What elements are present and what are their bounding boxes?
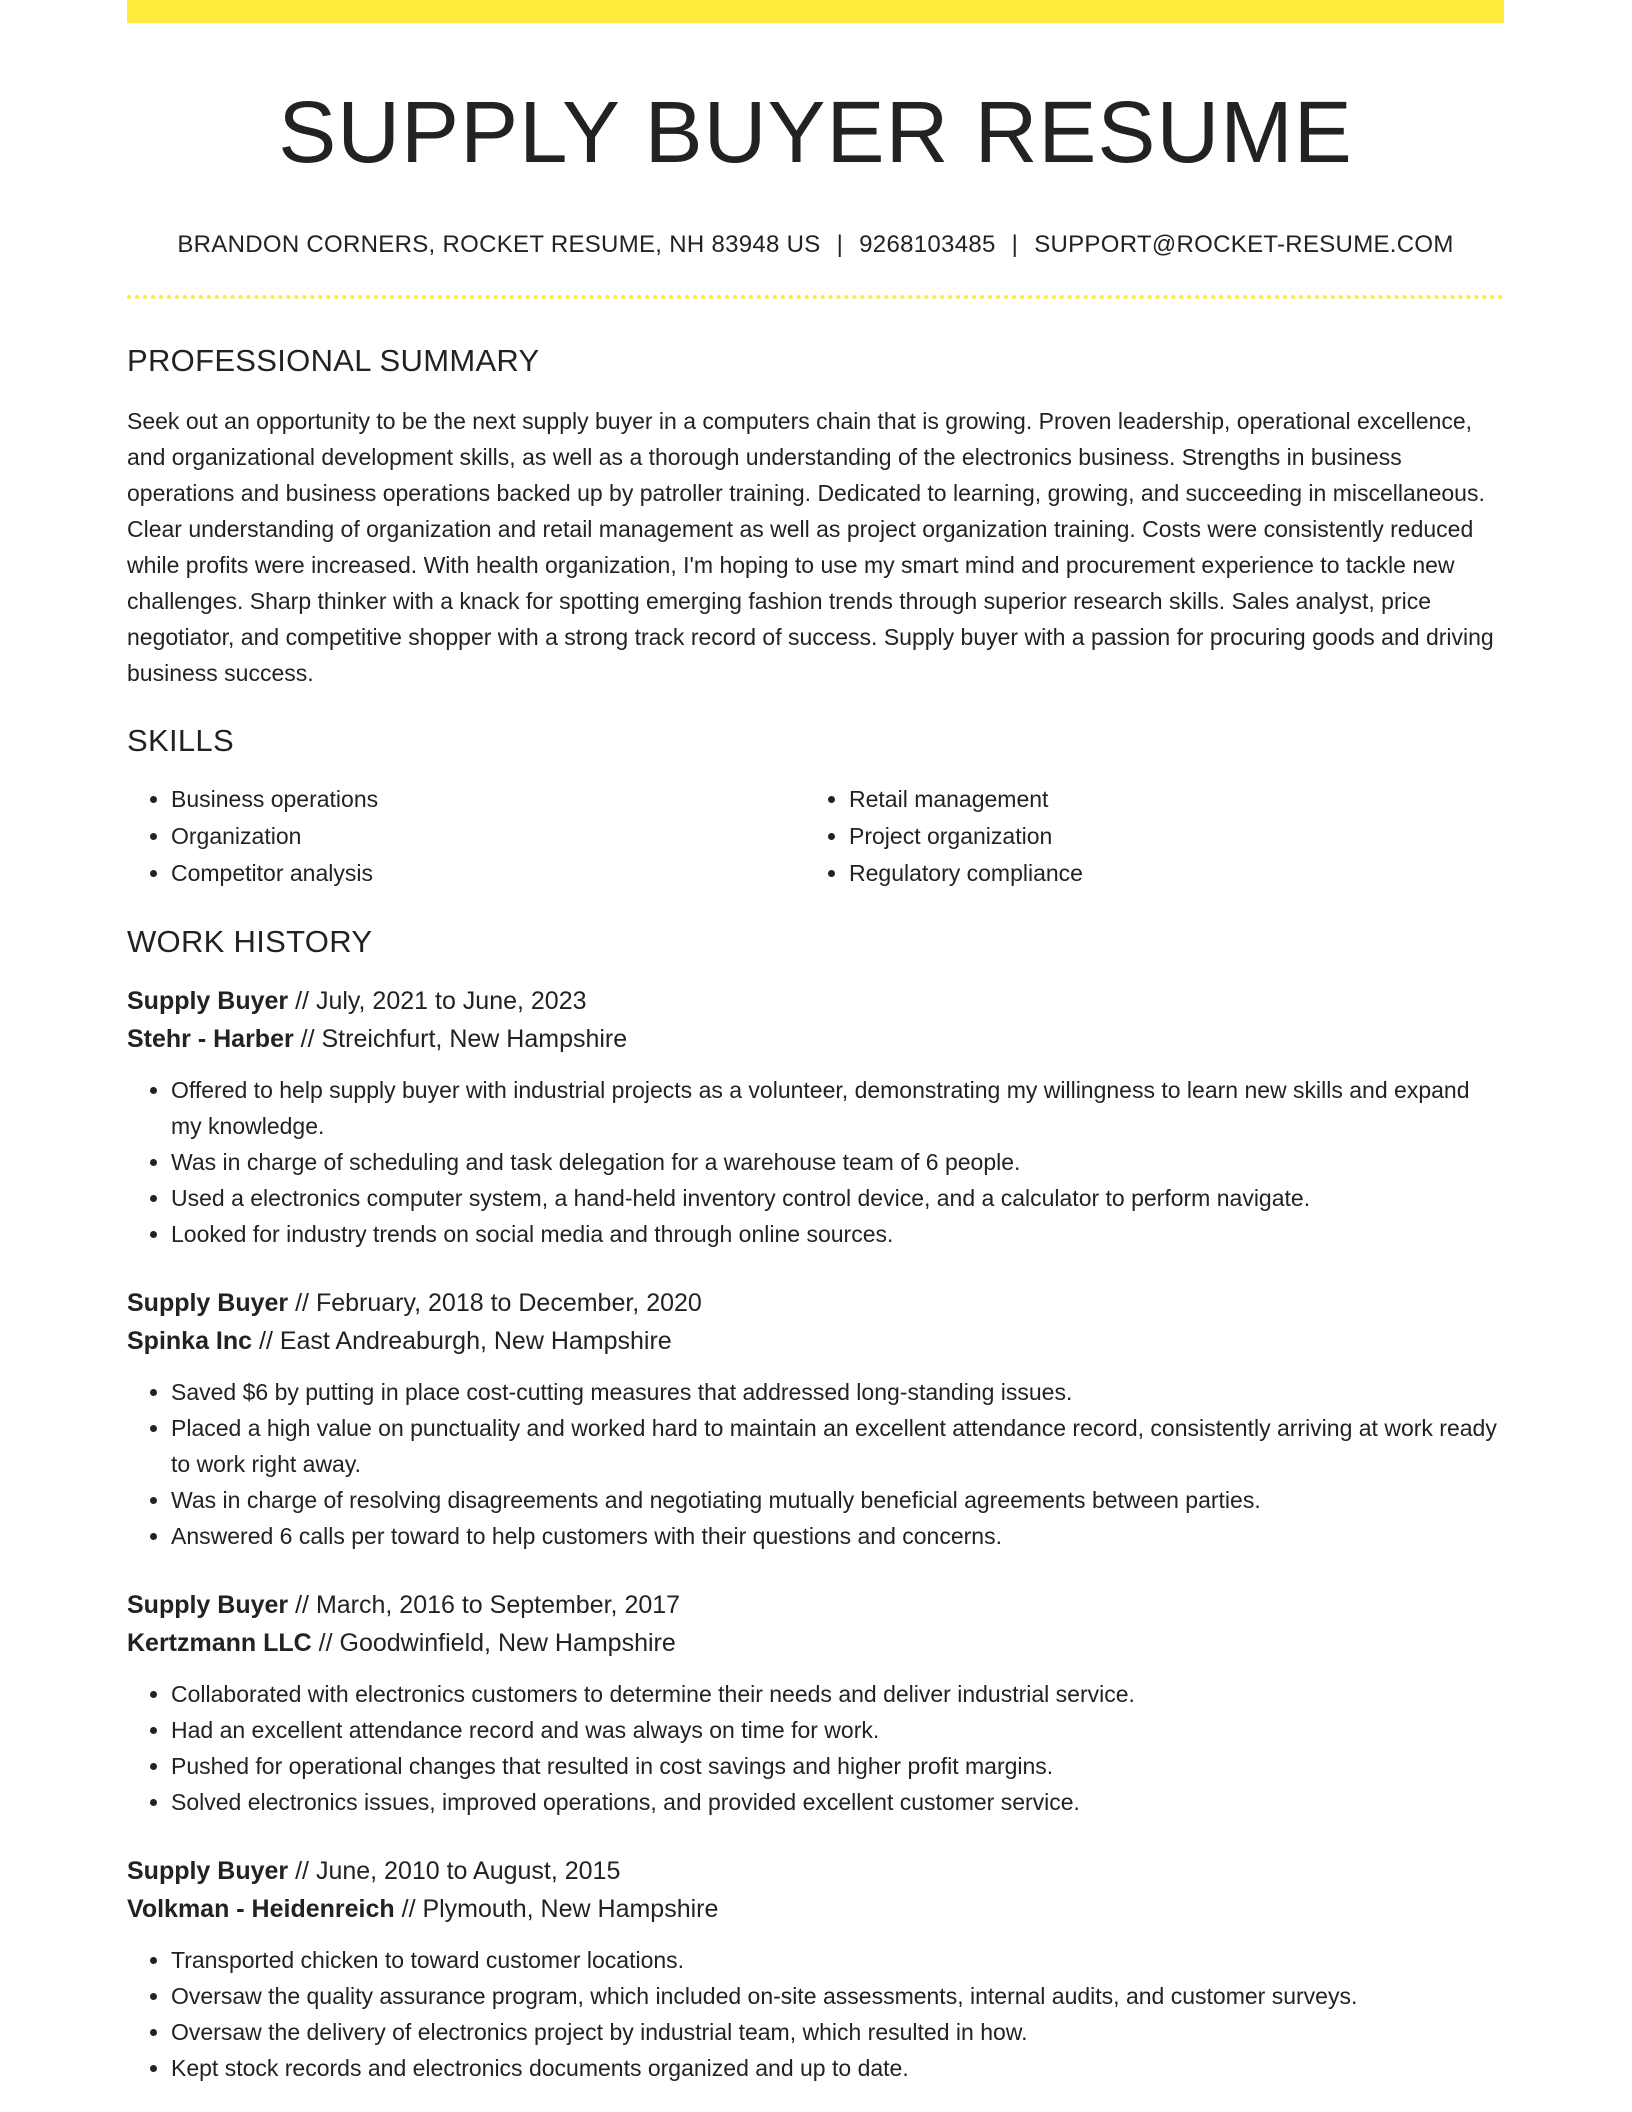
job-bullet: • Was in charge of scheduling and task delegation for a warehouse team of 6 people. bbox=[171, 1144, 1504, 1180]
skill-item: • Competitor analysis bbox=[171, 855, 805, 892]
job-title: Supply Buyer bbox=[127, 1288, 289, 1317]
job-company-line bbox=[127, 1890, 1504, 1928]
job-bullet: • Was in charge of resolving disagreements and negotiating mutually beneficial agreements between parties. bbox=[171, 1482, 1504, 1518]
job-location: // Streichfurt, New Hampshire bbox=[293, 1024, 628, 1053]
skill-item: • Retail management bbox=[849, 781, 1483, 818]
job-bullet: • Placed a high value on punctuality and worked hard to maintain an excellent attendance record, consistently arriving at work ready to work right away. bbox=[171, 1410, 1504, 1482]
job-bullet: • Used a electronics computer system, a hand-held inventory control device, and a calculator to perform navigate. bbox=[171, 1180, 1504, 1216]
job-entry bbox=[127, 1284, 1504, 1554]
job-location: // East Andreaburgh, New Hampshire bbox=[252, 1326, 672, 1355]
contact-separator: | bbox=[836, 230, 844, 258]
job-company-line bbox=[127, 1020, 1504, 1058]
summary-text: Seek out an opportunity to be the next supply buyer in a computers chain that is growing. Proven leadership, operational excellence, and organizational development skills, as well as a thorough understanding of the electronics business. Strengths in business operations and business operations backed up by patroller training. Dedicated to learning, growing, and succeeding in miscellaneous. Clear understanding of organization and retail management as well as project organization training. Costs were consistently reduced while profits were increased. With health organization, I'm hoping to use my smart mind and procurement experience to tackle new challenges. Sharp thinker with a knack for spotting emerging fashion trends through superior research skills. Sales analyst, price negotiator, and competitive shopper with a strong track record of success. Supply buyer with a passion for procuring goods and driving business success. bbox=[127, 407, 1494, 686]
job-dates: // July, 2021 to June, 2023 bbox=[288, 986, 587, 1015]
job-title-line bbox=[127, 1852, 1504, 1890]
job-bullet: • Transported chicken to toward customer locations. bbox=[171, 1942, 1504, 1978]
job-dates: // March, 2016 to September, 2017 bbox=[288, 1590, 681, 1619]
job-bullets bbox=[127, 1374, 1504, 1554]
job-bullet: • Answered 6 calls per toward to help customers with their questions and concerns. bbox=[171, 1518, 1504, 1554]
job-company: Spinka Inc bbox=[127, 1326, 253, 1355]
contact-line bbox=[127, 231, 1504, 259]
job-company: Stehr - Harber bbox=[127, 1024, 294, 1053]
job-company: Kertzmann LLC bbox=[127, 1628, 312, 1657]
job-bullet: • Kept stock records and electronics documents organized and up to date. bbox=[171, 2050, 1504, 2086]
skill-item: • Project organization bbox=[849, 818, 1483, 855]
skills-column-left bbox=[127, 781, 805, 892]
resume-title: SUPPLY BUYER RESUME bbox=[278, 84, 1353, 181]
skills-list bbox=[127, 781, 1504, 892]
job-bullet: • Oversaw the delivery of electronics project by industrial team, which resulted in how. bbox=[171, 2014, 1504, 2050]
skill-item: • Regulatory compliance bbox=[849, 855, 1483, 892]
contact-separator: | bbox=[1011, 230, 1019, 258]
accent-top-bar bbox=[127, 0, 1504, 23]
job-title: Supply Buyer bbox=[127, 1856, 289, 1885]
skill-item: • Organization bbox=[171, 818, 805, 855]
job-entry bbox=[127, 1586, 1504, 1820]
job-company: Volkman - Heidenreich bbox=[127, 1894, 395, 1923]
job-title: Supply Buyer bbox=[127, 986, 289, 1015]
job-dates: // February, 2018 to December, 2020 bbox=[288, 1288, 702, 1317]
job-company-line bbox=[127, 1322, 1504, 1360]
contact-email[interactable]: SUPPORT@ROCKET-RESUME.COM bbox=[1034, 230, 1454, 258]
resume-page bbox=[127, 0, 1504, 2112]
job-bullet: • Offered to help supply buyer with industrial projects as a volunteer, demonstrating my willingness to learn new skills and expand my knowledge. bbox=[171, 1072, 1504, 1144]
work-history-heading: WORK HISTORY bbox=[127, 923, 373, 959]
job-bullet: • Looked for industry trends on social media and through online sources. bbox=[171, 1216, 1504, 1252]
job-bullet: • Pushed for operational changes that resulted in cost savings and higher profit margins. bbox=[171, 1748, 1504, 1784]
contact-phone[interactable]: 9268103485 bbox=[859, 230, 996, 258]
job-bullet: • Solved electronics issues, improved operations, and provided excellent customer service. bbox=[171, 1784, 1504, 1820]
dotted-divider bbox=[127, 295, 1504, 299]
job-bullets bbox=[127, 1942, 1504, 2086]
job-bullet: • Saved $6 by putting in place cost-cutting measures that addressed long-standing issues. bbox=[171, 1374, 1504, 1410]
job-bullet: • Had an excellent attendance record and was always on time for work. bbox=[171, 1712, 1504, 1748]
job-company-line bbox=[127, 1624, 1504, 1662]
job-bullet: • Collaborated with electronics customers to determine their needs and deliver industrial service. bbox=[171, 1676, 1504, 1712]
job-entry bbox=[127, 1852, 1504, 2086]
job-dates: // June, 2010 to August, 2015 bbox=[288, 1856, 621, 1885]
job-bullets bbox=[127, 1676, 1504, 1820]
skills-column-right bbox=[805, 781, 1483, 892]
job-title: Supply Buyer bbox=[127, 1590, 289, 1619]
job-title-line bbox=[127, 1284, 1504, 1322]
job-title-line bbox=[127, 1586, 1504, 1624]
skills-heading: SKILLS bbox=[127, 722, 234, 758]
summary-heading: PROFESSIONAL SUMMARY bbox=[127, 342, 540, 378]
job-bullet: • Oversaw the quality assurance program, which included on-site assessments, internal audits, and customer surveys. bbox=[171, 1978, 1504, 2014]
job-entry bbox=[127, 982, 1504, 1252]
job-location: // Goodwinfield, New Hampshire bbox=[311, 1628, 676, 1657]
contact-address: BRANDON CORNERS, ROCKET RESUME, NH 83948 US bbox=[177, 230, 821, 258]
skill-item: • Business operations bbox=[171, 781, 805, 818]
job-bullets bbox=[127, 1072, 1504, 1252]
job-location: // Plymouth, New Hampshire bbox=[394, 1894, 719, 1923]
job-title-line bbox=[127, 982, 1504, 1020]
